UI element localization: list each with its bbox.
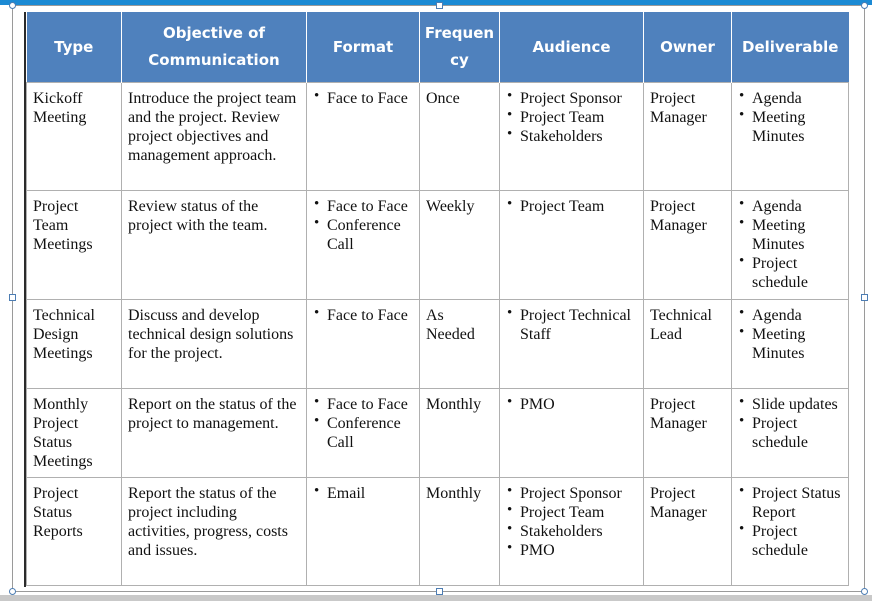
cell-type: Project Team Meetings: [27, 191, 122, 300]
cell-owner: Project Manager: [644, 191, 732, 300]
cell-format: [307, 300, 420, 389]
list-item: • Meeting Minutes: [738, 108, 842, 146]
cell-audience: [500, 389, 644, 478]
cell-frequency: Monthly: [420, 478, 500, 586]
list-item: • Agenda: [738, 197, 842, 216]
cell-owner: Project Manager: [644, 83, 732, 191]
cell-frequency: Once: [420, 83, 500, 191]
list-item: • PMO: [506, 395, 637, 414]
cell-format: [307, 389, 420, 478]
list-item: • Email: [313, 484, 413, 503]
cell-audience: [500, 300, 644, 389]
resize-handle-top-left[interactable]: [9, 2, 16, 9]
list-item: • Meeting Minutes: [738, 325, 842, 363]
cell-audience: [500, 478, 644, 586]
cell-frequency: Weekly: [420, 191, 500, 300]
list-item: • Project schedule: [738, 254, 842, 292]
list-item: • Face to Face: [313, 89, 413, 108]
table-row: [27, 83, 849, 191]
header-frequency: Frequen cy: [420, 12, 500, 83]
list-item: • Project schedule: [738, 522, 842, 560]
resize-handle-middle-left[interactable]: [9, 294, 16, 301]
cell-type: Project Status Reports: [27, 478, 122, 586]
header-type: Type: [27, 12, 122, 83]
list-item: • Project Team: [506, 503, 637, 522]
list-item: • Project Team: [506, 197, 637, 216]
list-item: • PMO: [506, 541, 637, 560]
list-item: • Project Sponsor: [506, 484, 637, 503]
table-header-row: [27, 12, 849, 83]
resize-handle-middle-right[interactable]: [861, 294, 868, 301]
cell-objective: Report on the status of the project to management.: [122, 389, 307, 478]
cell-format: [307, 83, 420, 191]
resize-handle-top-center[interactable]: [436, 2, 443, 9]
cell-format: [307, 478, 420, 586]
cell-objective: Report the status of the project including activities, progress, costs and issues.: [122, 478, 307, 586]
list-item: • Stakeholders: [506, 522, 637, 541]
table-row: [27, 389, 849, 478]
cell-objective: Introduce the project team and the project. Review project objectives and management approach.: [122, 83, 307, 191]
header-deliverable: Deliverable: [732, 12, 849, 83]
header-audience: Audience: [500, 12, 644, 83]
cell-objective: Review status of the project with the team.: [122, 191, 307, 300]
cell-owner: Technical Lead: [644, 300, 732, 389]
cell-format: [307, 191, 420, 300]
list-item: • Agenda: [738, 306, 842, 325]
list-item: • Meeting Minutes: [738, 216, 842, 254]
cell-audience: [500, 83, 644, 191]
cell-audience: [500, 191, 644, 300]
list-item: • Conference Call: [313, 216, 413, 254]
resize-handle-bottom-right[interactable]: [861, 588, 868, 595]
list-item: • Agenda: [738, 89, 842, 108]
header-objective: Objective of Communication: [122, 12, 307, 83]
cell-type: Technical Design Meetings: [27, 300, 122, 389]
resize-handle-bottom-left[interactable]: [9, 588, 16, 595]
list-item: • Face to Face: [313, 197, 413, 216]
list-item: • Project Team: [506, 108, 637, 127]
cell-deliverable: [732, 83, 849, 191]
list-item: • Face to Face: [313, 306, 413, 325]
cell-frequency: As Needed: [420, 300, 500, 389]
resize-handle-bottom-center[interactable]: [436, 588, 443, 595]
header-format: Format: [307, 12, 420, 83]
table-row: [27, 300, 849, 389]
resize-handle-top-right[interactable]: [861, 2, 868, 9]
list-item: • Project schedule: [738, 414, 842, 452]
list-item: • Conference Call: [313, 414, 413, 452]
cell-frequency: Monthly: [420, 389, 500, 478]
list-item: • Face to Face: [313, 395, 413, 414]
cell-owner: Project Manager: [644, 389, 732, 478]
header-owner: Owner: [644, 12, 732, 83]
cell-type: Kickoff Meeting: [27, 83, 122, 191]
table-row: [27, 191, 849, 300]
list-item: • Project Technical Staff: [506, 306, 637, 344]
cell-objective: Discuss and develop technical design solutions for the project.: [122, 300, 307, 389]
cell-owner: Project Manager: [644, 478, 732, 586]
list-item: • Slide updates: [738, 395, 842, 414]
list-item: • Project Status Report: [738, 484, 842, 522]
table-row: [27, 478, 849, 586]
cell-deliverable: [732, 191, 849, 300]
list-item: • Stakeholders: [506, 127, 637, 146]
list-item: • Project Sponsor: [506, 89, 637, 108]
cell-deliverable: [732, 478, 849, 586]
cell-deliverable: [732, 300, 849, 389]
communication-plan-table: [26, 12, 849, 586]
cell-deliverable: [732, 389, 849, 478]
cell-type: Monthly Project Status Meetings: [27, 389, 122, 478]
